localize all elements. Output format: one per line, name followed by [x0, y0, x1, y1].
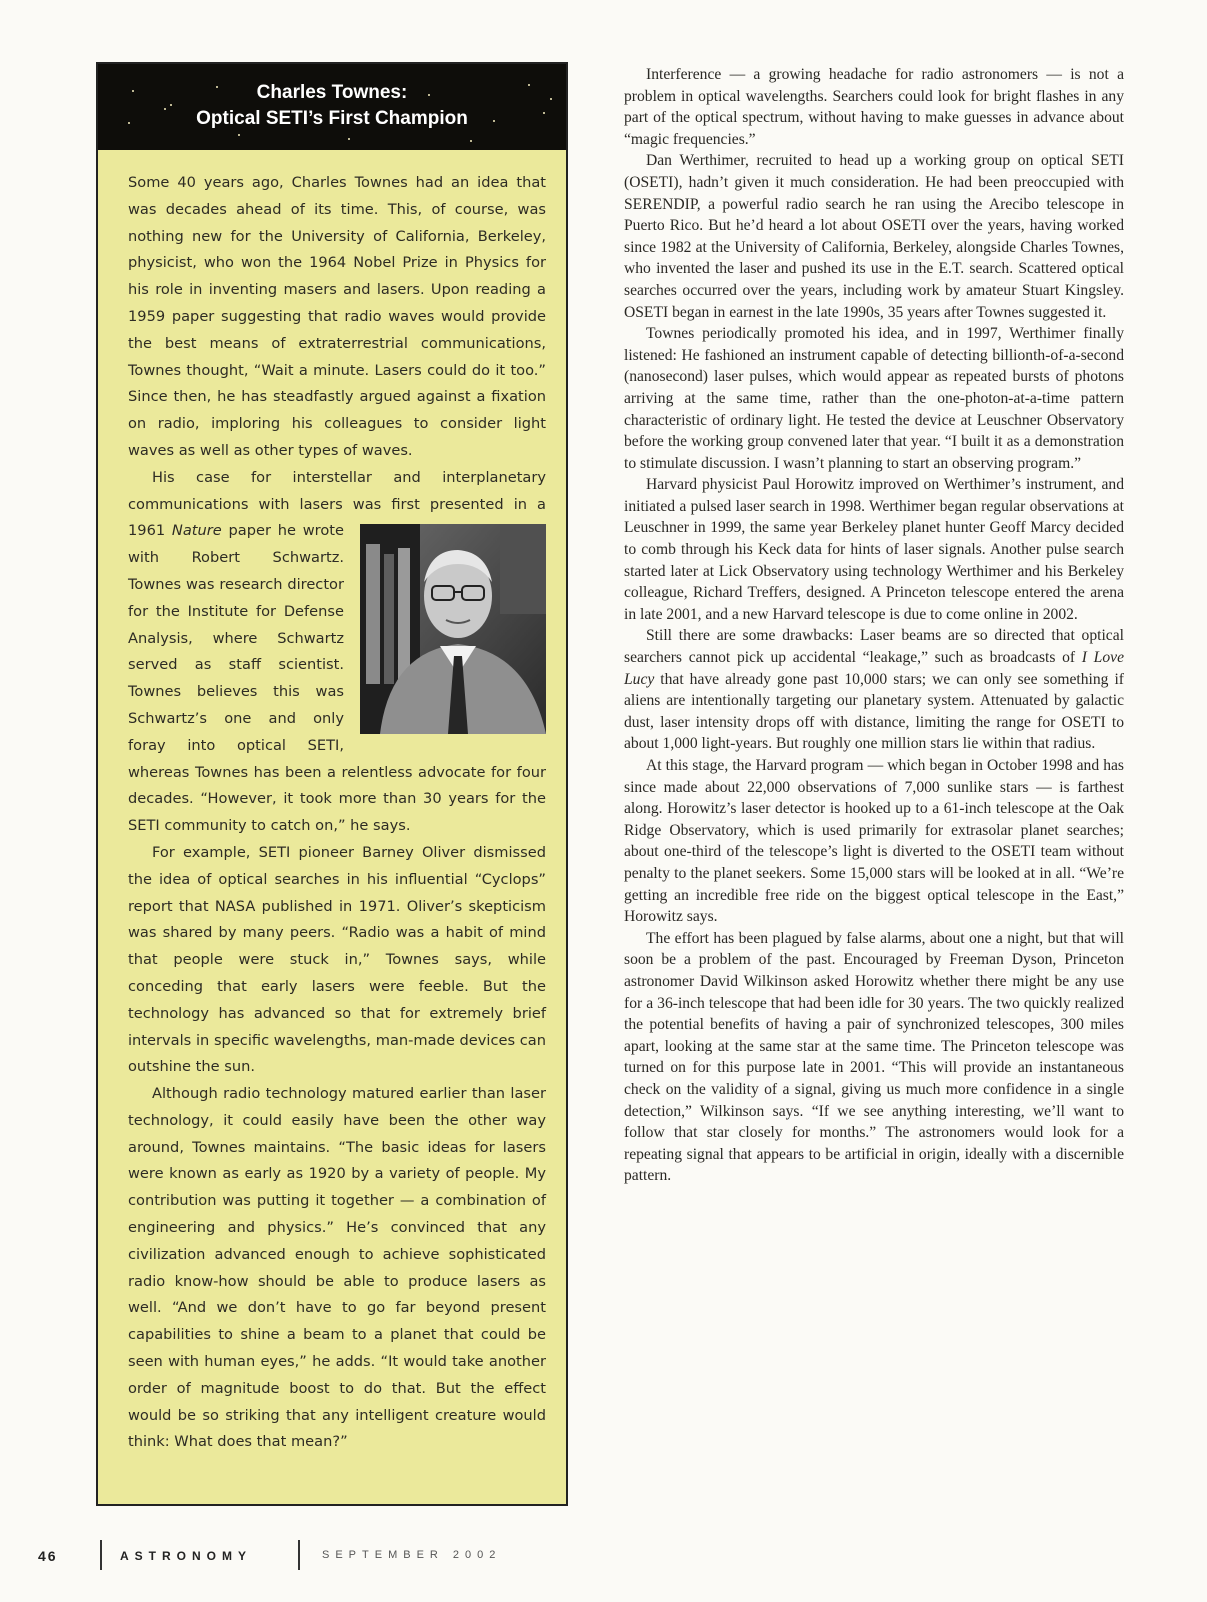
magazine-name: ASTRONOMY: [120, 1549, 252, 1563]
sidebar-header: [98, 64, 566, 150]
article-paragraph: The effort has been plagued by false alarms, about one a night, but that will soon be a problem of the past. Encouraged by Freeman Dyson, Princeton astronomer David Wilkinson asked Horowitz whether there might be any use for a 36-inch telescope that had been idle for 30 years. The two quickly realized the potential benefits of having a pair of synchronized telescopes, 300 miles apart, looking at the same star at the same time. The Princeton telescope was turned on for this purpose late in 2001. “This will provide an instantaneous check on the validity of a signal, giving us much more confidence in a single detection,” Wilkinson says. “If we see anything interesting, we’ll want to follow that star closely for months.” The astronomers would look for a repeating signal that appears to be artificial in origin, ideally with a discernible pattern.: [624, 929, 1124, 1185]
tv-show-title: I Love Lucy: [624, 649, 1124, 688]
sidebar-paragraph: For example, SETI pioneer Barney Oliver dismissed the idea of optical searches in his influential “Cyclops” report that NASA published in 1971. Oliver’s skepticism was shared by many peers. “Radio was a habit of mind that people were stuck in,” Townes says, while conceding that early lasers were feeble. But the technology has advanced so that for extremely brief intervals in specific wavelengths, man-made devices can outshine the sun.: [128, 843, 546, 1076]
sidebar-paragraph: Although radio technology matured earlier than laser technology, it could easily have been the other way around, Townes maintains. “The basic ideas for lasers were known as early as 1920 by a variety of people. My contribution was putting it together — a combination of engineering and physics.” He’s convinced that any civilization advanced enough to achieve sophisticated radio know-how should be able to produce lasers as well. “And we don’t have to go far beyond present capabilities to shine a beam to a planet that could be seen with human eyes,” he adds. “It would take another order of magnitude boost to do that. But the effect would be so striking that any intelligent creature would think: What does that mean?”: [128, 1085, 546, 1451]
sidebar-text-run: paper he wrote with Robert Schwartz. Townes was research director for the Institute for Defense Analysis, where Schwartz served as staff scientist. Townes believes this was Schwartz’s one and only foray into optical SETI, whereas Townes has been a relentless advocate for four decades. “However, it took more than 30 years for the SETI community to catch on,” he says.: [128, 522, 546, 835]
article-text-run: that have already gone past 10,000 stars; we can only see something if aliens are intentionally targeting our planetary system. Attenuated by galactic dust, laser intensity drops off with distance, limiting the range for OSETI to about 1,000 light-years. But roughly one million stars lie within that radius.: [624, 670, 1124, 753]
sidebar-title: [98, 80, 566, 132]
sidebar-title-line1: Charles Townes:: [256, 82, 408, 103]
article-paragraph: Interference — a growing headache for radio astronomers — is not a problem in optical wavelengths. Searchers could look for bright flashes in any part of the optical spectrum, without having to make guesses in advance about “magic frequencies.”: [624, 66, 1124, 148]
sidebar-box: [96, 62, 568, 1506]
issue-date: SEPTEMBER 2002: [322, 1549, 502, 1561]
charles-townes-photo: [360, 524, 546, 734]
page-number: 46: [38, 1548, 58, 1564]
article-paragraph: Townes periodically promoted his idea, and in 1997, Werthimer finally listened: He fashioned an instrument capable of detecting billionth-of-a-second (nanosecond) laser pulses, which would appear as repeated bursts of photons arriving at the same time, rather than the one-photon-at-a-time pattern characteristic of ordinary light. He tested the device at Leuschner Observatory before the working group convened later that year. “I built it as a demonstration to stimulate discussion. I wasn’t planning to start an observing program.”: [624, 325, 1124, 472]
journal-title: Nature: [171, 522, 222, 540]
article-paragraph: At this stage, the Harvard program — which began in October 1998 and has since made about 22,000 observations of 7,000 sunlike stars — is farthest along. Horowitz’s laser detector is hooked up to a 61-inch telescope at the Oak Ridge Observatory, which is used primarily for extrasolar planet searches; about one-third of the telescope’s light is diverted to the OSETI team without penalty to the planet seekers. Some 15,000 stars will be looked at in all. “We’re getting an incredible free ride on the biggest optical telescope in the East,” Horowitz says.: [624, 757, 1124, 926]
article-text-run: Still there are some drawbacks: Laser beams are so directed that optical searchers cannot pick up accidental “leakage,” such as broadcasts of: [624, 627, 1124, 667]
article-paragraph: Dan Werthimer, recruited to head up a working group on optical SETI (OSETI), hadn’t given it much consideration. He had been preoccupied with SERENDIP, a powerful radio search he ran using the Arecibo telescope in Puerto Rico. But he’d heard a lot about OSETI over the years, having worked since 1982 at the University of California, Berkeley, alongside Charles Townes, who invented the laser and pushed its use in the E.T. search. Scattered optical searches occurred over the years, including work by amateur Stuart Kingsley. OSETI began in earnest in the late 1990s, 35 years after Townes suggested it.: [624, 152, 1124, 321]
sidebar-title-line2: Optical SETI’s First Champion: [196, 108, 468, 129]
page-footer: [38, 1540, 638, 1570]
sidebar-paragraph: [128, 465, 546, 840]
footer-divider: [298, 1540, 300, 1570]
sidebar-text-run: His case for interstellar and interplanetary communications with lasers was first presented in a 1961: [128, 468, 546, 540]
sidebar-paragraph: Some 40 years ago, Charles Townes had an idea that was decades ahead of its time. This, of course, was nothing new for the University of California, Berkeley, physicist, who won the 1964 Nobel Prize in Physics for his role in inventing masers and lasers. Upon reading a 1959 paper suggesting that radio waves would provide the best means of extraterrestrial communications, Townes thought, “Wait a minute. Lasers could do it too.” Since then, he has steadfastly argued against a fixation on radio, imploring his colleagues to consider light waves as well as other types of waves.: [128, 174, 546, 459]
article-paragraph: [624, 625, 1124, 755]
sidebar-body: [128, 170, 546, 1456]
article-paragraph: Harvard physicist Paul Horowitz improved on Werthimer’s instrument, and initiated a pulsed laser search in 1998. Werthimer began regular observations at Leuschner in 1999, the same year Berkeley planet hunter Geoff Marcy decided to comb through his Keck data for hints of laser signals. Another pulse search started later at Lick Observatory using technology Werthimer and his Berkeley colleague, Richard Treffers, designed. A Princeton telescope entered the arena in late 2001, and a new Harvard telescope is due to come online in 2002.: [624, 476, 1124, 623]
main-article-column: [624, 64, 1124, 1187]
footer-divider: [100, 1540, 102, 1570]
